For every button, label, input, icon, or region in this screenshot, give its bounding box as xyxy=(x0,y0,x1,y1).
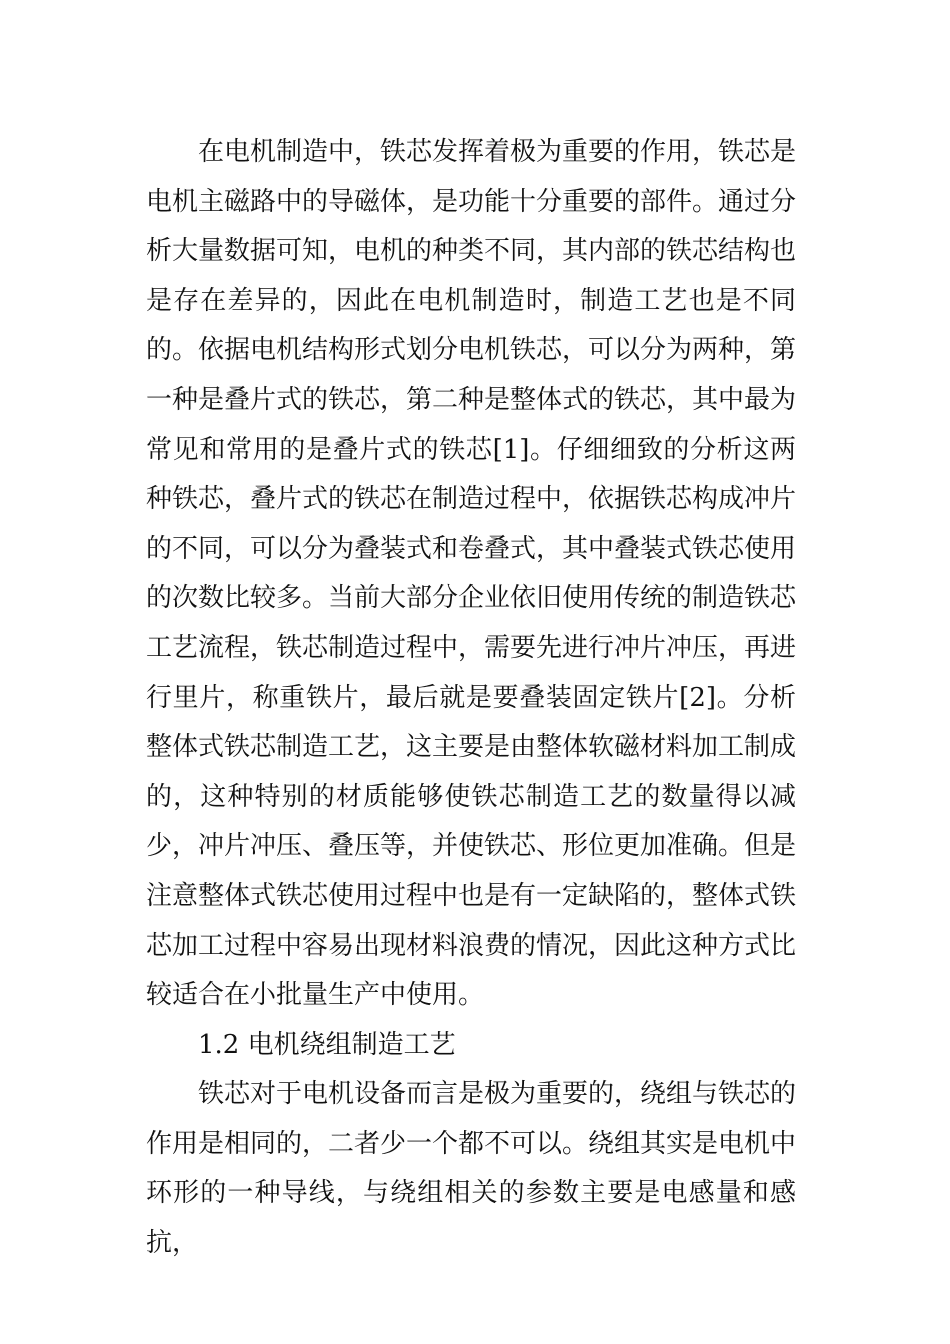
paragraph-iron-core: 在电机制造中，铁芯发挥着极为重要的作用，铁芯是电机主磁路中的导磁体，是功能十分重要的部件。通过分析大量数据可知，电机的种类不同，其内部的铁芯结构也是存在差异的，因此在电机制造时，制造工艺也是不同的。依据电机结构形式划分电机铁芯，可以分为两种，第一种是叠片式的铁芯，第二种是整体式的铁芯，其中最为常见和常用的是叠片式的铁芯[1]。仔细细致的分析这两种铁芯，叠片式的铁芯在制造过程中，依据铁芯构成冲片的不同，可以分为叠装式和卷叠式，其中叠装式铁芯使用的次数比较多。当前大部分企业依旧使用传统的制造铁芯工艺流程，铁芯制造过程中，需要先进行冲片冲压，再进行里片，称重铁片，最后就是要叠装固定铁片[2]。分析整体式铁芯制造工艺，这主要是由整体软磁材料加工制成的，这种特别的材质能够使铁芯制造工艺的数量得以减少，冲片冲压、叠压等，并使铁芯、形位更加准确。但是注意整体式铁芯使用过程中也是有一定缺陷的，整体式铁芯加工过程中容易出现材料浪费的情况，因此这种方式比较适合在小批量生产中使用。 xyxy=(146,137,797,1011)
document-body xyxy=(146,128,796,1269)
paragraph-winding: 铁芯对于电机设备而言是极为重要的，绕组与铁芯的作用是相同的，二者少一个都不可以。绕组其实是电机中环形的一种导线，与绕组相关的参数主要是电感量和感抗， xyxy=(146,1079,797,1259)
section-heading-winding: 1.2 电机绕组制造工艺 xyxy=(198,1029,456,1060)
